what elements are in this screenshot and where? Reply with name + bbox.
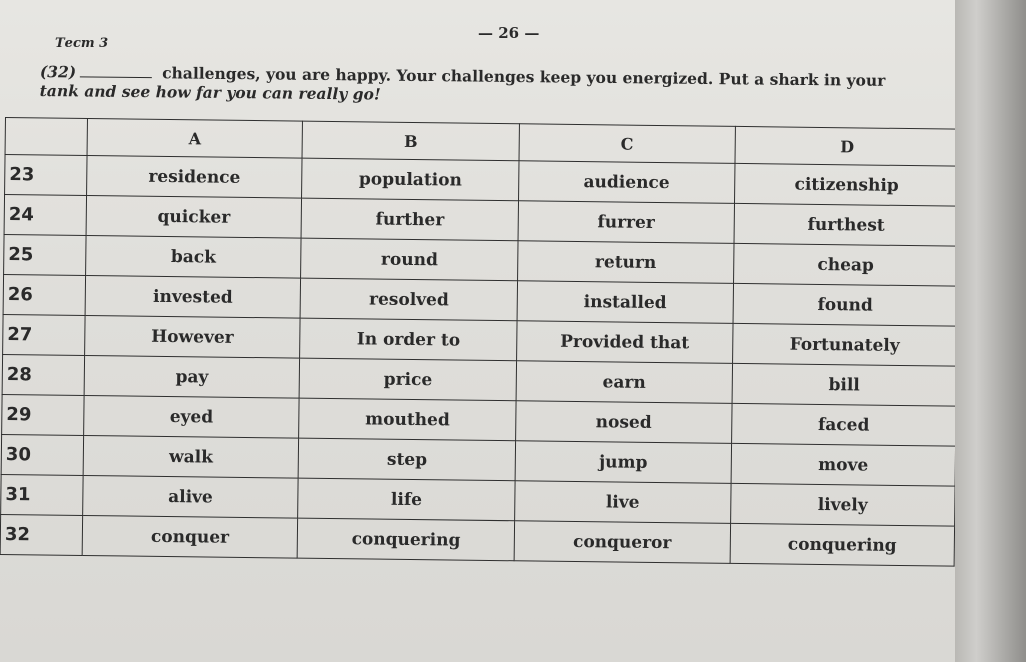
option-d-cell: found [733,283,958,326]
question-number-cell: 31 [1,474,83,515]
question-number: (32) [39,62,77,82]
question-number-cell: 24 [4,195,86,236]
option-d-cell: cheap [733,243,958,286]
option-b-cell: conquering [298,518,515,561]
column-header-a: A [87,119,303,159]
option-c-cell: jump [515,441,731,484]
option-a-cell: quicker [86,196,302,239]
option-c-cell: Provided that [516,321,732,364]
running-head: Тест 3 [55,36,109,51]
option-b-cell: price [299,358,516,401]
option-a-cell: invested [85,275,301,318]
column-header-c: C [519,124,735,164]
option-c-cell: earn [516,361,732,404]
header-empty-cell [5,118,87,156]
option-a-cell: residence [86,156,302,199]
option-a-cell: conquer [82,515,298,558]
option-b-cell: population [302,158,519,201]
option-a-cell: alive [82,475,298,518]
answer-options-table [0,117,960,567]
page-edge-shadow [955,0,1026,662]
option-a-cell: walk [83,435,299,478]
option-b-cell: round [301,238,518,281]
option-c-cell: return [517,241,733,284]
question-number-cell: 29 [2,394,84,435]
question-number-cell: 25 [4,234,86,275]
option-a-cell: pay [84,355,300,398]
intro-line-2: tank and see how far you can really go! [39,80,381,104]
intro-line-1: challenges, you are happy. Your challenges keep you energized. Put a shark in your [162,63,886,90]
column-header-b: B [302,121,519,161]
option-d-cell: lively [730,483,955,526]
question-number-cell: 23 [5,155,87,196]
option-b-cell: life [298,478,515,521]
option-c-cell: furrer [518,201,734,244]
option-a-cell: However [84,315,300,358]
question-number-cell: 32 [0,514,82,555]
option-d-cell: move [731,443,956,486]
option-b-cell: step [299,438,516,481]
question-number-cell: 30 [1,434,83,475]
option-c-cell: nosed [516,401,732,444]
option-b-cell: mouthed [299,398,516,441]
option-d-cell: citizenship [734,163,959,206]
option-c-cell: live [515,481,731,524]
question-number-cell: 26 [3,274,85,315]
option-b-cell: In order to [300,318,517,361]
answer-blank [80,76,152,78]
option-c-cell: audience [518,161,734,204]
option-a-cell: back [85,235,301,278]
option-d-cell: Fortunately [732,323,957,366]
option-d-cell: furthest [734,203,959,246]
question-number-cell: 27 [3,314,85,355]
question-number-cell: 28 [2,354,84,395]
page-number: — 26 — [478,24,540,42]
intro-paragraph [40,62,960,110]
column-header-d: D [735,126,960,166]
option-d-cell: bill [732,363,957,406]
option-d-cell: faced [731,403,956,446]
option-a-cell: eyed [83,395,299,438]
option-b-cell: resolved [300,278,517,321]
option-b-cell: further [301,198,518,241]
option-d-cell: conquering [730,523,955,566]
option-c-cell: conqueror [514,521,730,564]
option-c-cell: installed [517,281,733,324]
